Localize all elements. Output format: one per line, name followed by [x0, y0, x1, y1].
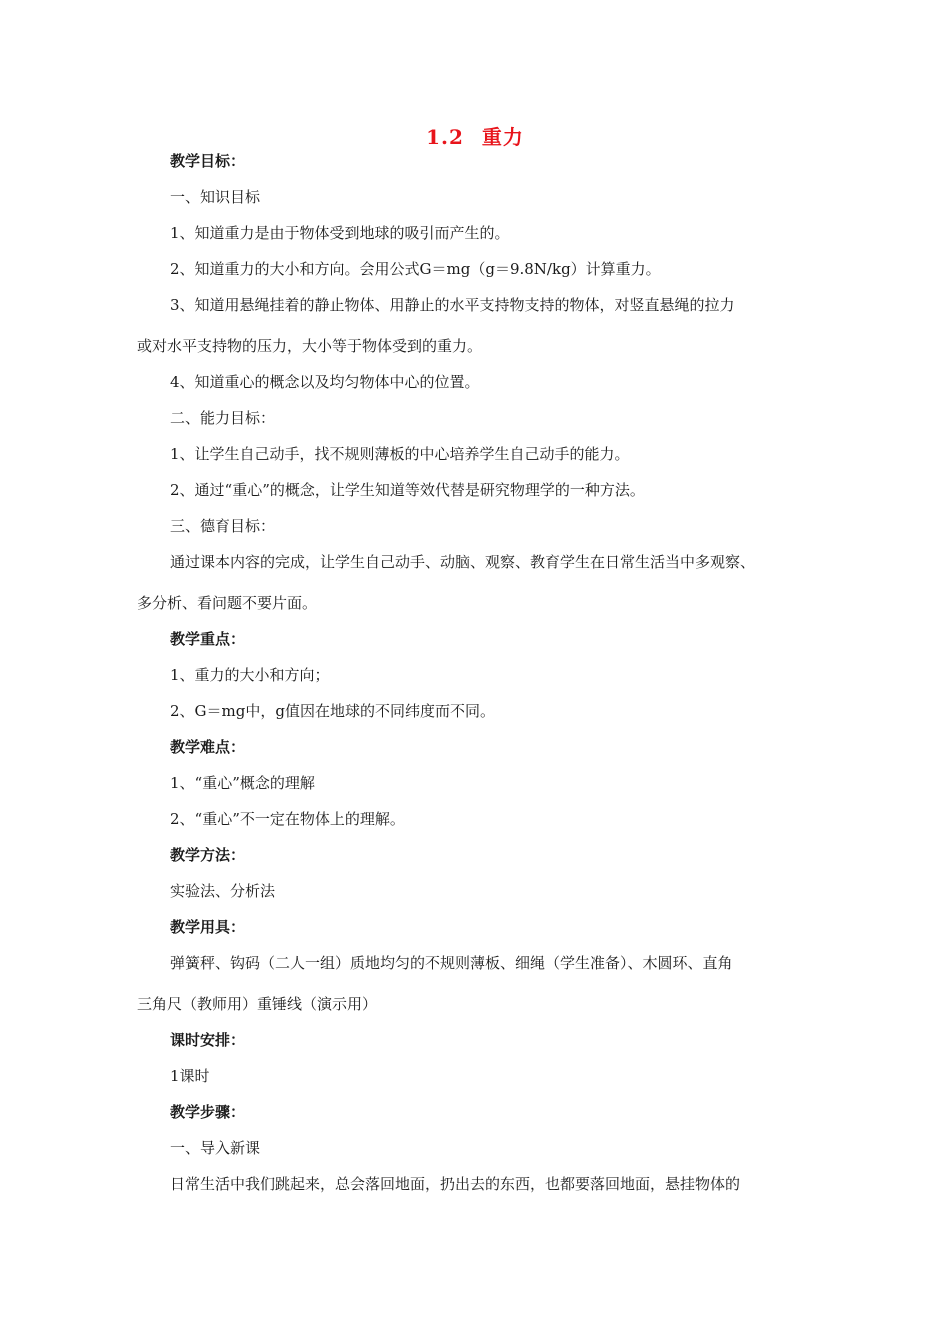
paragraph: 二、能力目标：: [170, 409, 276, 427]
paragraph: 2、通过“重心”的概念，让学生知道等效代替是研究物理学的一种方法。: [170, 481, 645, 499]
paragraph: 3、知道用悬绳挂着的静止物体、用静止的水平支持物支持的物体，对竖直悬绳的拉力: [170, 296, 735, 314]
paragraph: 一、知识目标: [170, 188, 261, 206]
paragraph: 1、让学生自己动手，找不规则薄板的中心培养学生自己动手的能力。: [170, 445, 630, 463]
section-number: 1.2: [426, 125, 464, 149]
paragraph: 2、知道重力的大小和方向。会用公式G＝mg（g＝9.8N/kg）计算重力。: [170, 260, 661, 278]
page-title: [0, 124, 950, 150]
section-title: 重力: [481, 125, 524, 149]
paragraph: 1课时: [170, 1067, 210, 1085]
paragraph: 日常生活中我们跳起来，总会落回地面，扔出去的东西，也都要落回地面，悬挂物体的: [170, 1175, 741, 1193]
paragraph: 1、知道重力是由于物体受到地球的吸引而产生的。: [170, 224, 510, 242]
heading-schedule: 课时安排：: [170, 1031, 246, 1049]
heading-tools: 教学用具：: [170, 918, 246, 936]
paragraph-continuation: 多分析、看问题不要片面。: [137, 594, 318, 612]
paragraph: 一、导入新课: [170, 1139, 261, 1157]
paragraph: 2、“重心”不一定在物体上的理解。: [170, 810, 405, 828]
heading-steps: 教学步骤：: [170, 1103, 246, 1121]
paragraph: 1、“重心”概念的理解: [170, 774, 315, 792]
paragraph: 通过课本内容的完成，让学生自己动手、动脑、观察、教育学生在日常生活当中多观察、: [170, 553, 756, 571]
paragraph: 4、知道重心的概念以及均匀物体中心的位置。: [170, 373, 480, 391]
heading-methods: 教学方法：: [170, 846, 246, 864]
paragraph: 实验法、分析法: [170, 882, 276, 900]
paragraph-continuation: 或对水平支持物的压力，大小等于物体受到的重力。: [137, 337, 483, 355]
paragraph-continuation: 三角尺（教师用）重锤线（演示用）: [137, 995, 378, 1013]
paragraph: 弹簧秤、钩码（二人一组）质地均匀的不规则薄板、细绳（学生准备）、木圆环、直角: [170, 954, 733, 972]
heading-teaching-goals: 教学目标：: [170, 152, 246, 170]
paragraph: 2、G＝mg中，g值因在地球的不同纬度而不同。: [170, 702, 495, 720]
heading-difficulties: 教学难点：: [170, 738, 246, 756]
heading-key-points: 教学重点：: [170, 630, 246, 648]
paragraph: 1、重力的大小和方向；: [170, 666, 330, 684]
paragraph: 三、德育目标：: [170, 517, 276, 535]
